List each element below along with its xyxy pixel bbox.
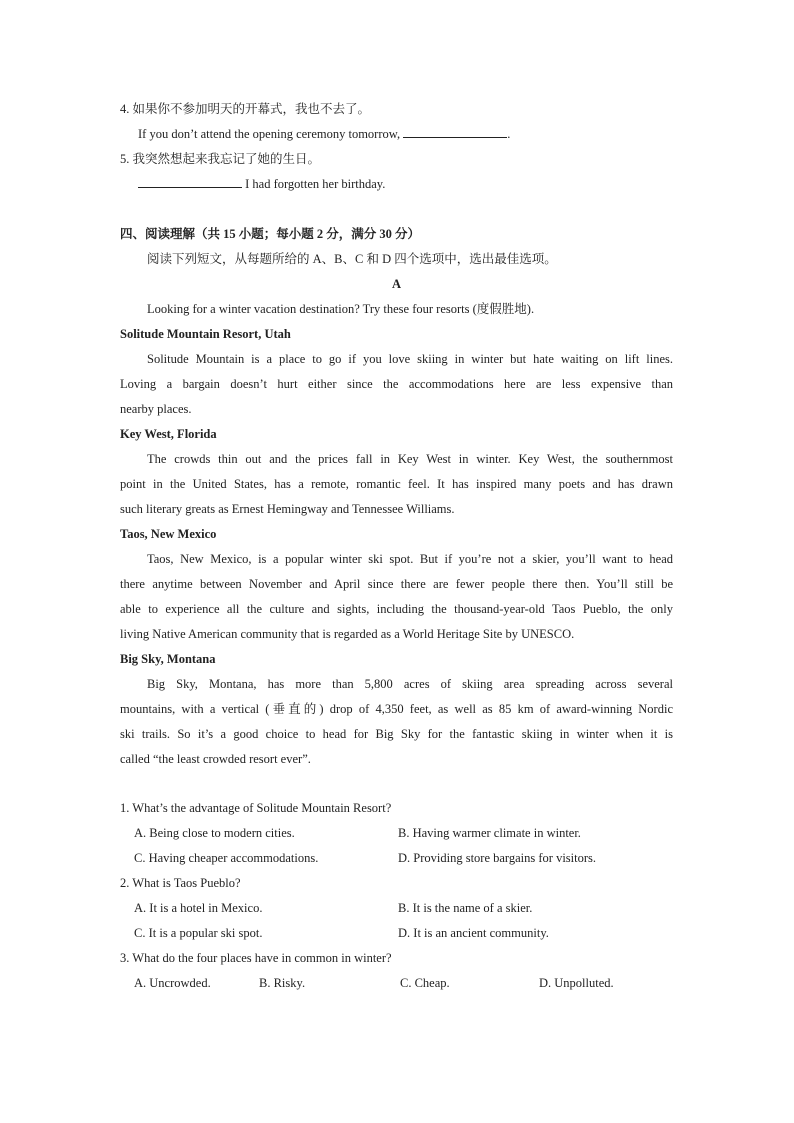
option-3a[interactable]: A. Uncrowded. bbox=[134, 976, 211, 990]
resort-title-key-west: Key West, Florida bbox=[120, 427, 217, 441]
option-1b[interactable]: B. Having warmer climate in winter. bbox=[398, 826, 581, 840]
paragraph-line: ski trails. So it’s a good choice to head for Big Sky for the fantastic skiing in winter when it is bbox=[120, 727, 673, 741]
option-2d[interactable]: D. It is an ancient community. bbox=[398, 926, 549, 940]
paragraph-line: Taos, New Mexico, is a popular winter ski spot. But if you’re not a skier, you’ll want to head bbox=[147, 552, 673, 566]
q5-answer-blank[interactable] bbox=[138, 176, 242, 188]
resort-title-taos: Taos, New Mexico bbox=[120, 527, 217, 541]
q4-english-line bbox=[138, 126, 510, 142]
paragraph-line: Loving a bargain doesn’t hurt either since the accommodations here are less expensive than bbox=[120, 377, 673, 391]
q5-english-text: I had forgotten her birthday. bbox=[245, 177, 386, 191]
option-3b[interactable]: B. Risky. bbox=[259, 976, 306, 990]
q5-chinese: 5. 我突然想起来我忘记了她的生日。 bbox=[120, 152, 321, 166]
q4-chinese: 4. 如果你不参加明天的开幕式，我也不去了。 bbox=[120, 102, 371, 116]
paragraph-line: living Native American community that is regarded as a World Heritage Site by UNESCO. bbox=[120, 627, 575, 641]
paragraph-line: Solitude Mountain is a place to go if you love skiing in winter but hate waiting on lift lines. bbox=[147, 352, 673, 366]
paragraph-line: Big Sky, Montana, has more than 5,800 acres of skiing area spreading across several bbox=[147, 677, 673, 691]
paragraph-line: able to experience all the culture and sights, including the thousand-year-old Taos Pueblo, the only bbox=[120, 602, 673, 616]
paragraph-line: nearby places. bbox=[120, 402, 192, 416]
paragraph-line: there anytime between November and April since there are fewer people there then. You’ll still be bbox=[120, 577, 673, 591]
question-1: 1. What’s the advantage of Solitude Mountain Resort? bbox=[120, 801, 392, 815]
option-3d[interactable]: D. Unpolluted. bbox=[539, 976, 614, 990]
section-instruction: 阅读下列短文，从每题所给的 A、B、C 和 D 四个选项中，选出最佳选项。 bbox=[147, 252, 557, 266]
resort-title-big-sky: Big Sky, Montana bbox=[120, 652, 216, 666]
q4-period: . bbox=[507, 127, 511, 141]
option-2a[interactable]: A. It is a hotel in Mexico. bbox=[134, 901, 263, 915]
passage-label: A bbox=[392, 277, 402, 291]
paragraph-line: The crowds thin out and the prices fall in Key West in winter. Key West, the southernmost bbox=[147, 452, 673, 466]
paragraph-line: such literary greats as Ernest Hemingway and Tennessee Williams. bbox=[120, 502, 455, 516]
resort-title-solitude: Solitude Mountain Resort, Utah bbox=[120, 327, 291, 341]
paragraph-line: mountains, with a vertical (垂直的) drop of 4,350 feet, as well as 85 km of award-winning Nordic bbox=[120, 702, 673, 716]
option-1c[interactable]: C. Having cheaper accommodations. bbox=[134, 851, 319, 865]
option-2c[interactable]: C. It is a popular ski spot. bbox=[134, 926, 263, 940]
option-2b[interactable]: B. It is the name of a skier. bbox=[398, 901, 533, 915]
option-3c[interactable]: C. Cheap. bbox=[400, 976, 450, 990]
q4-answer-blank[interactable] bbox=[403, 126, 507, 138]
option-1d[interactable]: D. Providing store bargains for visitors. bbox=[398, 851, 597, 865]
paragraph-line: called “the least crowded resort ever”. bbox=[120, 752, 311, 766]
option-1a[interactable]: A. Being close to modern cities. bbox=[134, 826, 295, 840]
question-3: 3. What do the four places have in common in winter? bbox=[120, 951, 392, 965]
question-2: 2. What is Taos Pueblo? bbox=[120, 876, 241, 890]
q4-english-text: If you don’t attend the opening ceremony tomorrow, bbox=[138, 127, 401, 141]
q5-english-line bbox=[138, 176, 385, 192]
section-heading: 四、阅读理解（共 15 小题；每小题 2 分，满分 30 分） bbox=[120, 227, 421, 241]
paragraph-line: point in the United States, has a remote, romantic feel. It has inspired many poets and has drawn bbox=[120, 477, 673, 491]
passage-intro: Looking for a winter vacation destination? Try these four resorts (度假胜地). bbox=[147, 302, 535, 316]
